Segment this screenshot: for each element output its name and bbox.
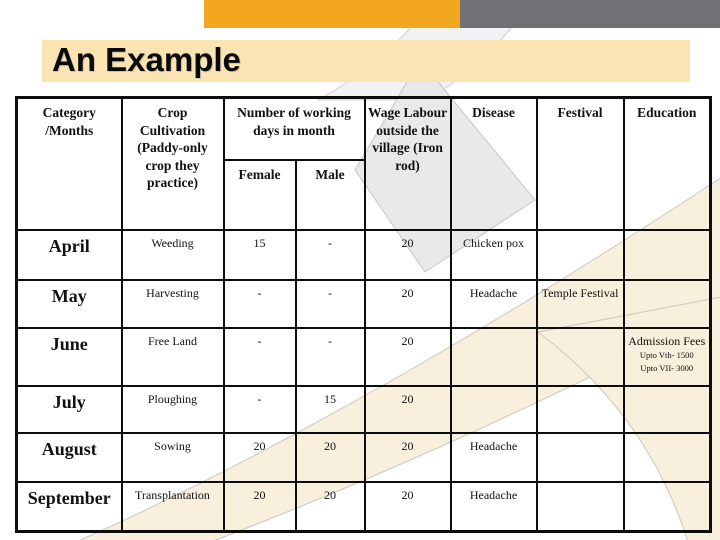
top-gray-bar bbox=[460, 0, 720, 28]
cell-male-days: 20 bbox=[296, 433, 365, 482]
cell-disease: Chicken pox bbox=[451, 230, 537, 280]
table-row-april bbox=[17, 230, 711, 280]
cell-festival bbox=[537, 433, 624, 482]
cell-crop: Ploughing bbox=[122, 386, 224, 433]
cell-festival bbox=[537, 328, 624, 386]
cell-education bbox=[624, 280, 711, 328]
cell-crop: Free Land bbox=[122, 328, 224, 386]
cell-festival bbox=[537, 482, 624, 532]
cell-month: May bbox=[17, 280, 122, 328]
col-header-crop-cultivation: Crop Cultivation (Paddy-only crop they practice) bbox=[122, 98, 224, 230]
cell-festival bbox=[537, 230, 624, 280]
cell-wage-labour: 20 bbox=[365, 328, 451, 386]
slide-title: An Example bbox=[52, 41, 241, 78]
cell-festival: Temple Festival bbox=[537, 280, 624, 328]
education-fee-title: Admission Fees bbox=[628, 333, 706, 348]
cell-education bbox=[624, 482, 711, 532]
cell-wage-labour: 20 bbox=[365, 482, 451, 532]
cell-female-days: - bbox=[224, 280, 296, 328]
top-orange-bar bbox=[204, 0, 460, 28]
cell-male-days: - bbox=[296, 230, 365, 280]
cell-crop: Sowing bbox=[122, 433, 224, 482]
col-header-female: Female bbox=[224, 160, 296, 230]
table-row-september bbox=[17, 482, 711, 532]
education-fee-line1: Upto Vth- 1500 bbox=[639, 350, 694, 361]
col-header-wage-labour: Wage Labour outside the village (Iron rod) bbox=[365, 98, 451, 230]
cell-crop: Harvesting bbox=[122, 280, 224, 328]
table-row-august bbox=[17, 433, 711, 482]
cell-month: June bbox=[17, 328, 122, 386]
cell-crop: Weeding bbox=[122, 230, 224, 280]
cell-wage-labour: 20 bbox=[365, 386, 451, 433]
cell-male-days: 15 bbox=[296, 386, 365, 433]
cell-festival bbox=[537, 386, 624, 433]
cell-education bbox=[624, 386, 711, 433]
cell-disease: Headache bbox=[451, 482, 537, 532]
cell-month: September bbox=[17, 482, 122, 532]
cell-wage-labour: 20 bbox=[365, 280, 451, 328]
col-header-working-days: Number of working days in month bbox=[224, 98, 365, 160]
cell-female-days: 15 bbox=[224, 230, 296, 280]
col-header-festival: Festival bbox=[537, 98, 624, 230]
col-header-education: Education bbox=[624, 98, 711, 230]
cell-female-days: 20 bbox=[224, 433, 296, 482]
cell-disease bbox=[451, 386, 537, 433]
cell-month: July bbox=[17, 386, 122, 433]
cell-female-days: - bbox=[224, 328, 296, 386]
cell-crop: Transplantation bbox=[122, 482, 224, 532]
cell-wage-labour: 20 bbox=[365, 433, 451, 482]
cell-female-days: - bbox=[224, 386, 296, 433]
col-header-male: Male bbox=[296, 160, 365, 230]
table-row-july bbox=[17, 386, 711, 433]
activity-calendar-table bbox=[15, 96, 712, 533]
table-row-june bbox=[17, 328, 711, 386]
cell-disease: Headache bbox=[451, 433, 537, 482]
cell-month: August bbox=[17, 433, 122, 482]
cell-education bbox=[624, 328, 711, 386]
cell-male-days: 20 bbox=[296, 482, 365, 532]
cell-education bbox=[624, 433, 711, 482]
title-band bbox=[42, 40, 690, 82]
cell-wage-labour: 20 bbox=[365, 230, 451, 280]
cell-female-days: 20 bbox=[224, 482, 296, 532]
cell-male-days: - bbox=[296, 328, 365, 386]
col-header-category-months: Category /Months bbox=[17, 98, 122, 230]
cell-month: April bbox=[17, 230, 122, 280]
cell-education bbox=[624, 230, 711, 280]
cell-disease bbox=[451, 328, 537, 386]
cell-disease: Headache bbox=[451, 280, 537, 328]
education-fee-line2: Upto VII- 3000 bbox=[640, 362, 694, 373]
cell-male-days: - bbox=[296, 280, 365, 328]
col-header-disease: Disease bbox=[451, 98, 537, 230]
table-row-may bbox=[17, 280, 711, 328]
